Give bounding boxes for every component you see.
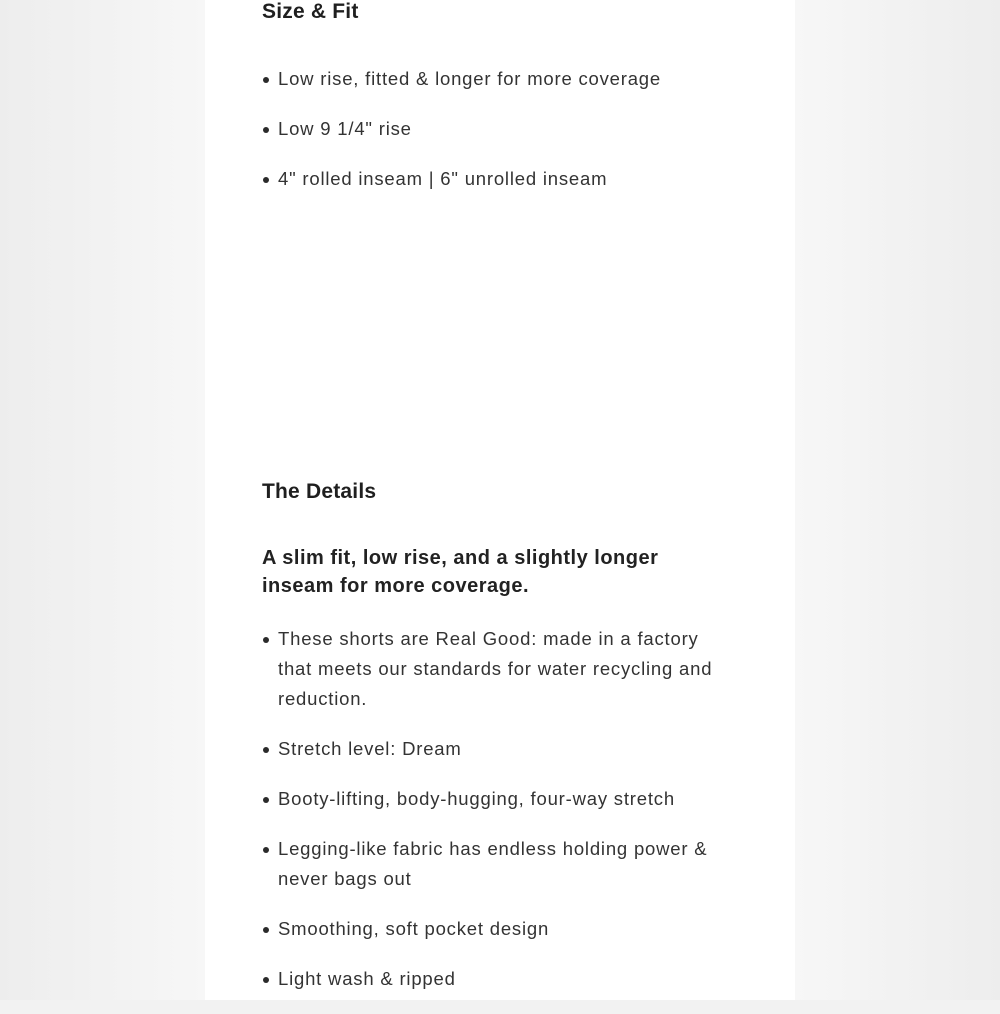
list-item [262,114,722,144]
list-item-text: 4" rolled inseam | 6" unrolled inseam [278,168,608,189]
details-lead-text: A slim fit, low rise, and a slightly longer inseam for more coverage. [262,547,659,597]
list-item [262,734,722,764]
bullet-dot-icon [263,747,269,753]
list-item-text: Smoothing, soft pocket design [278,918,550,939]
list-item [262,624,722,714]
bullet-dot-icon [263,637,269,643]
size-fit-list [262,64,722,214]
bullet-dot-icon [263,127,269,133]
list-item [262,914,722,944]
right-blurred-background [795,0,1000,1000]
details-list [262,624,722,1014]
size-fit-heading: Size & Fit [262,0,359,23]
bullet-dot-icon [263,797,269,803]
left-blurred-background [0,0,205,1000]
product-description-panel [205,0,795,1000]
list-item-text: Low 9 1/4" rise [278,118,412,139]
list-item [262,164,722,194]
list-item-text: Booty-lifting, body-hugging, four-way stretch [278,788,675,809]
details-heading: The Details [262,480,377,503]
bullet-dot-icon [263,847,269,853]
bullet-dot-icon [263,927,269,933]
list-item-text: Light wash & ripped [278,968,456,989]
list-item [262,964,722,994]
bullet-dot-icon [263,77,269,83]
list-item-text: These shorts are Real Good: made in a factory that meets our standards for water recycling and reduction. [278,628,713,709]
list-item-text: Low rise, fitted & longer for more coverage [278,68,661,89]
bullet-dot-icon [263,177,269,183]
list-item [262,834,722,894]
list-item [262,784,722,814]
list-item-text: Stretch level: Dream [278,738,462,759]
bullet-dot-icon [263,977,269,983]
list-item-text: Legging-like fabric has endless holding power & never bags out [278,838,708,889]
list-item [262,64,722,94]
